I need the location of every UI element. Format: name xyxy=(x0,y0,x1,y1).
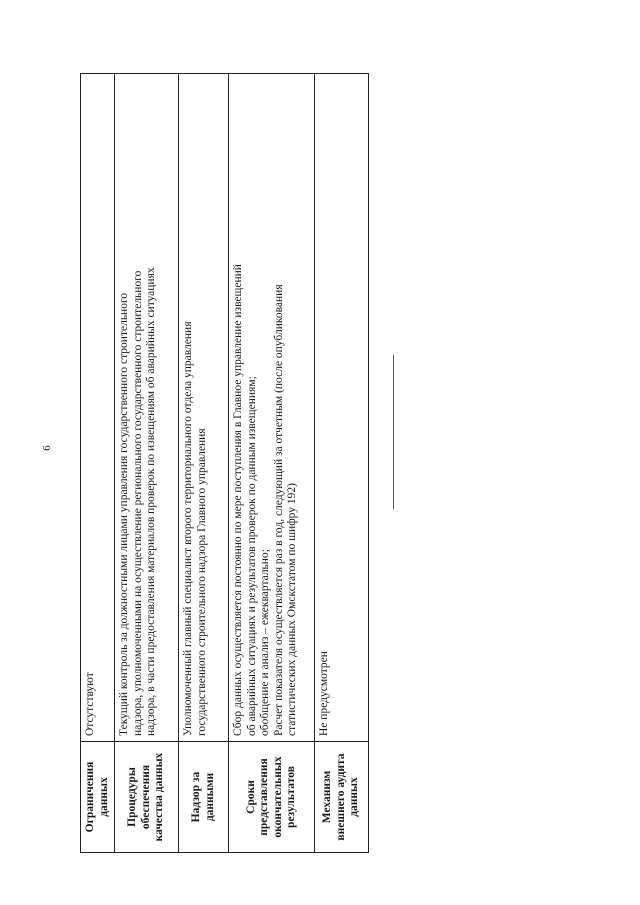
row-text-line: Не предусмотрен xyxy=(318,651,330,736)
row-text-line: Отсутствуют xyxy=(84,672,96,736)
row-label: Процедуры обеспечения качества данных xyxy=(115,742,179,853)
horizontal-rule xyxy=(393,355,394,509)
row-text-line: обобщение и анализ – ежеквартально; xyxy=(259,549,271,736)
row-value xyxy=(229,74,315,742)
row-label: Ограничения данных xyxy=(81,742,115,853)
row-text-line: об аварийных ситуациях и результатов проверок по данным извещениям; xyxy=(245,376,258,736)
row-text-line: Расчет показателя осуществляется раз в год, следующий за отчетным (после опубликования xyxy=(272,284,285,736)
page-number: 6 xyxy=(40,445,53,451)
row-label: Надзор за данными xyxy=(179,742,229,853)
table-row xyxy=(229,74,315,853)
table-row xyxy=(315,74,369,853)
table-row xyxy=(179,74,229,853)
row-text-line: Уполномоченный главный специалист второго территориального отдела управления xyxy=(182,321,194,736)
row-value xyxy=(115,74,179,742)
table-row xyxy=(81,74,115,853)
row-text-line: государственного строительного надзора Главного управления xyxy=(195,428,208,736)
row-label: Сроки представления окончательных результатов xyxy=(229,742,315,853)
row-value xyxy=(81,74,115,742)
row-value xyxy=(179,74,229,742)
row-text-line: надзора, уполномоченными на осуществление регионального государственного строительного xyxy=(131,270,144,736)
row-text-line: Текущий контроль за должностными лицами управления государственного строительного xyxy=(118,292,130,736)
row-text-line: статистических данных Омскстатом по шифру 192) xyxy=(286,483,298,736)
rotated-table-container xyxy=(80,73,362,853)
row-text-line: надзора, в части предоставления материалов проверок по извещениям об аварийных ситуациях xyxy=(145,267,157,736)
metadata-table xyxy=(80,73,369,853)
row-value xyxy=(315,74,369,742)
table-row xyxy=(115,74,179,853)
row-label: Механизм внешнего аудита данных xyxy=(315,742,369,853)
row-text-line: Сбор данных осуществляется постоянно по мере поступления в Главное управление извещений xyxy=(232,264,244,736)
